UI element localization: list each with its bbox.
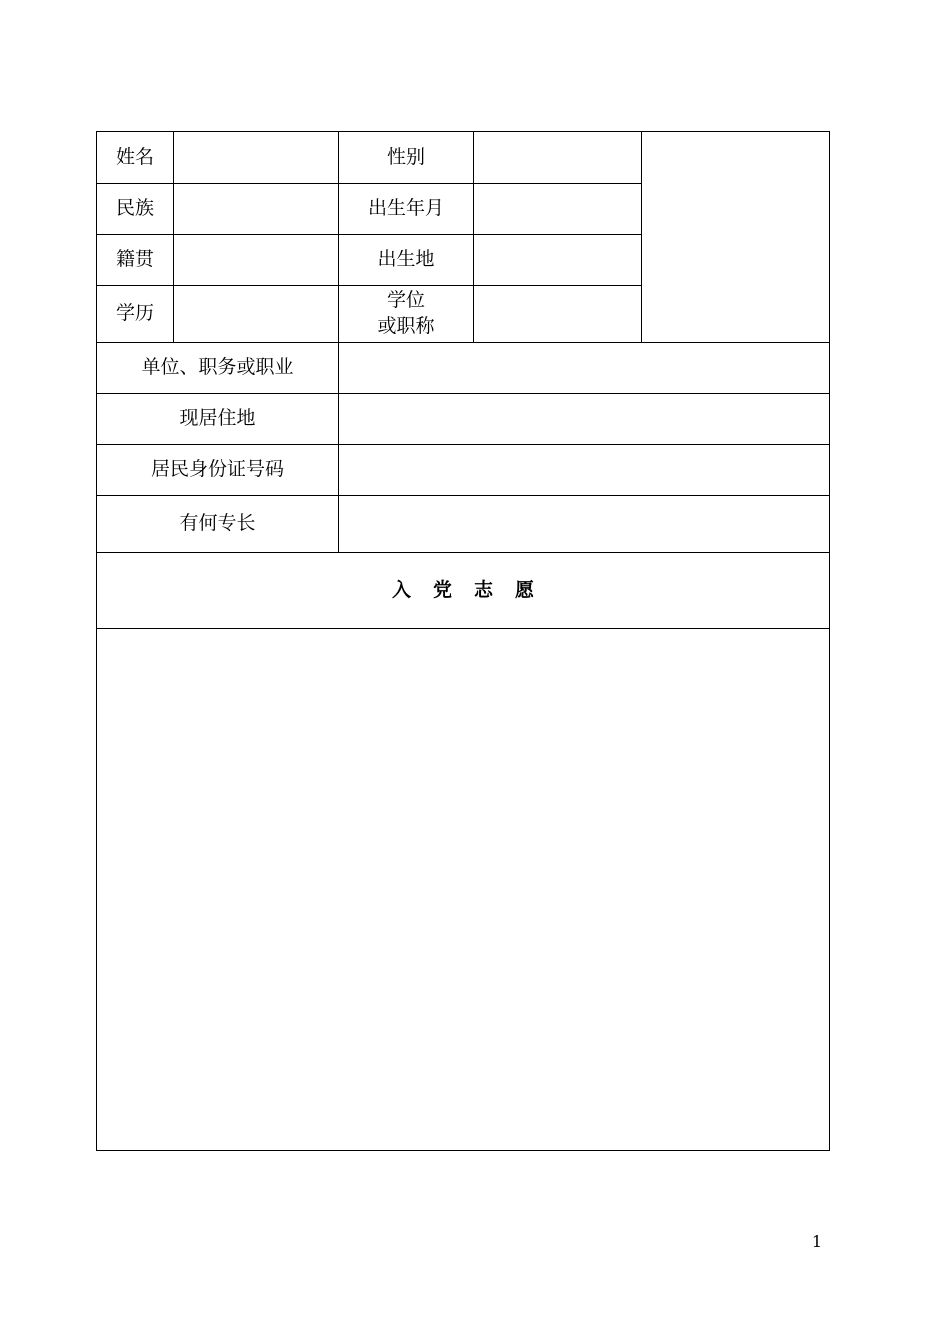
name-field[interactable] [174,132,339,184]
page-number: 1 [811,1232,823,1251]
birthplace-field[interactable] [474,235,642,286]
form-row-name [97,132,830,184]
degree-label-line1: 学位 [386,289,425,312]
education-field[interactable] [174,286,339,343]
form-row-id-number [97,445,830,496]
native-place-label: 籍贯 [97,235,174,286]
degree-label [339,286,474,343]
birthplace-label: 出生地 [339,235,474,286]
form-row-application-text [97,629,830,1151]
application-form-table [96,131,830,1151]
ethnicity-field[interactable] [174,184,339,235]
specialty-label: 有何专长 [97,496,339,553]
section-title: 入党志愿 [97,553,830,629]
native-place-field[interactable] [174,235,339,286]
ethnicity-label: 民族 [97,184,174,235]
degree-field[interactable] [474,286,642,343]
gender-field[interactable] [474,132,642,184]
form-row-employer [97,343,830,394]
form-row-specialty [97,496,830,553]
id-number-label: 居民身份证号码 [97,445,339,496]
gender-label: 性别 [339,132,474,184]
application-text-area[interactable] [97,629,830,1151]
form-row-residence [97,394,830,445]
employer-field[interactable] [339,343,830,394]
name-label: 姓名 [97,132,174,184]
employer-label: 单位、职务或职业 [97,343,339,394]
specialty-field[interactable] [339,496,830,553]
residence-field[interactable] [339,394,830,445]
form-row-section-title [97,553,830,629]
education-label: 学历 [97,286,174,343]
birth-date-field[interactable] [474,184,642,235]
id-number-field[interactable] [339,445,830,496]
birth-date-label: 出生年月 [339,184,474,235]
photo-box [642,132,830,343]
residence-label: 现居住地 [97,394,339,445]
degree-label-line2: 或职称 [377,315,435,337]
